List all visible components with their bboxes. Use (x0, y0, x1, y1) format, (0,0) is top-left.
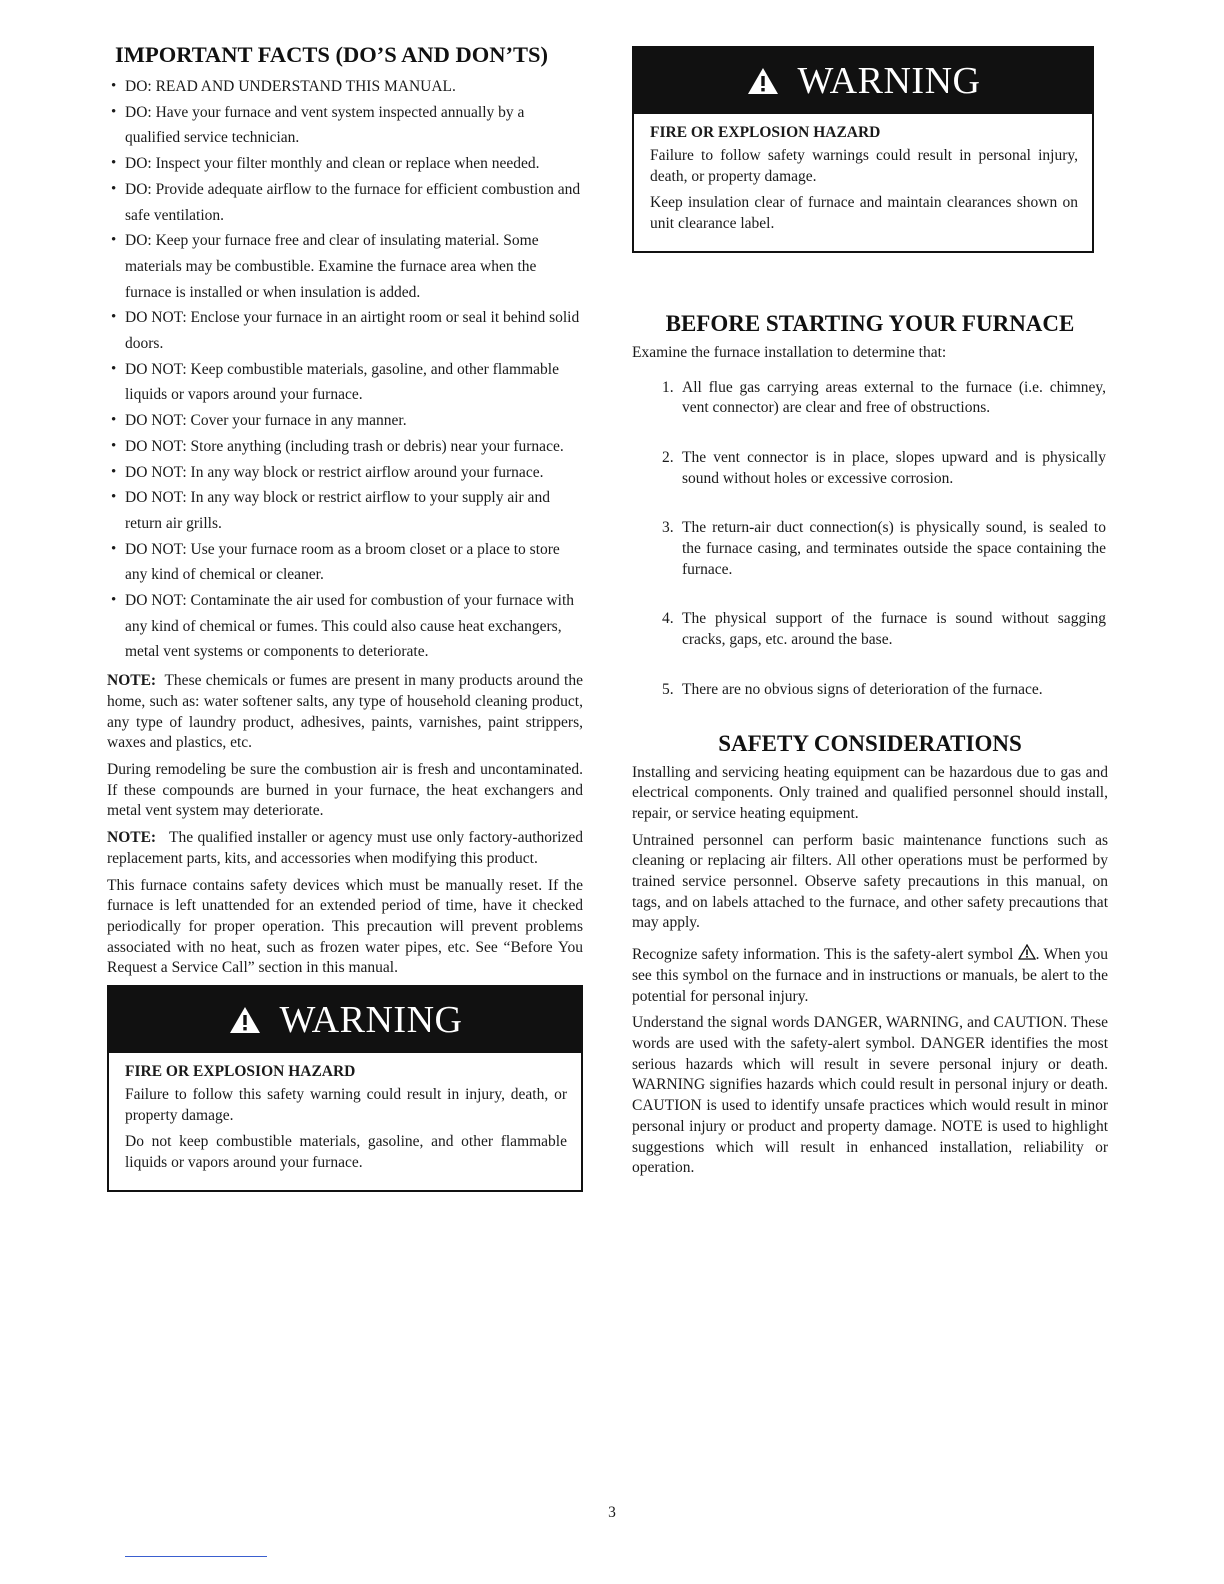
item-text: The physical support of the furnace is sound without sagging cracks, gaps, etc. around the base. (682, 610, 1106, 649)
before-starting-heading: BEFORE STARTING YOUR FURNACE (665, 310, 1075, 336)
note-chemicals (107, 671, 583, 754)
warning-body (109, 1053, 581, 1190)
warning-text: Do not keep combustible materials, gasoline, and other flammable liquids or vapors around your furnace. (125, 1133, 567, 1172)
list-item (632, 680, 1108, 701)
item-number: 4. (662, 610, 674, 628)
list-item: • DO NOT: Enclose your furnace in an airtight room or seal it behind solid doors. (107, 305, 583, 356)
before-intro: Examine the furnace installation to determine that: (632, 343, 947, 361)
list-item: • DO: Keep your furnace free and clear of insulating material. Some materials may be combustible. Examine the furnace area when the furnace is installed or when insulation is added. (107, 228, 583, 305)
list-item: • DO NOT: Use your furnace room as a broom closet or a place to store any kind of chemical or cleaner. (107, 537, 583, 588)
warning-triangle-icon (746, 66, 780, 96)
right-column (632, 46, 1108, 1179)
list-item (632, 609, 1108, 650)
list-item: • DO NOT: Store anything (including trash or debris) near your furnace. (107, 434, 583, 460)
item-text: All flue gas carrying areas external to the furnace (i.e. chimney, vent connector) are clear and free of obstructions. (682, 378, 1106, 417)
item-text: The vent connector is in place, slopes upward and is physically sound without holes or excessive corrosion. (682, 448, 1106, 487)
warning-text: Keep insulation clear of furnace and maintain clearances shown on unit clearance label. (650, 194, 1078, 233)
item-number: 3. (662, 519, 674, 537)
list-item (632, 448, 1108, 489)
safety-paragraph: Installing and servicing heating equipment can be hazardous due to gas and electrical components. Only trained and qualified personnel should install, repair, or service heating equipment. (632, 763, 1108, 822)
list-item: • DO NOT: Contaminate the air used for combustion of your furnace with any kind of chemical or fumes. This could also cause heat exchangers, metal vent systems or components to deteriorate. (107, 588, 583, 665)
warning-header (634, 48, 1092, 114)
item-text: There are no obvious signs of deterioration of the furnace. (682, 680, 1043, 698)
safety-alert-paragraph (632, 944, 1108, 1007)
list-item (632, 378, 1108, 419)
warning-triangle-icon (228, 1005, 262, 1035)
warning-text: Failure to follow safety warnings could result in personal injury, death, or property damage. (650, 147, 1078, 185)
item-number: 1. (662, 378, 674, 396)
warning-box (632, 46, 1094, 253)
checklist (632, 378, 1108, 701)
safety-paragraph: Untrained personnel can perform basic maintenance functions such as cleaning or replacing air filters. All other operations must be performed by trained service personnel. Observe safety precautions in this manual, on tags, and on labels attached to the furnace, and other safety precautions that may apply. (632, 831, 1108, 932)
note-text: These chemicals or fumes are present in many products around the home, such as: water softener salts, any type of household cleaning product, any type of laundry product, adhesives, paints, varnishes, paint strippers, waxes and plastics, etc. (107, 672, 583, 752)
list-item: • DO NOT: In any way block or restrict airflow to your supply air and return air grills. (107, 485, 583, 536)
page-number: 3 (608, 1504, 616, 1521)
list-item: • DO: READ AND UNDERSTAND THIS MANUAL. (107, 74, 583, 100)
item-number: 2. (662, 448, 674, 466)
warning-title: WARNING (279, 999, 463, 1042)
hazard-title: FIRE OR EXPLOSION HAZARD (650, 124, 881, 141)
note-label: NOTE: (107, 672, 157, 690)
list-item: • DO: Inspect your filter monthly and clean or replace when needed. (107, 151, 583, 177)
item-number: 5. (662, 680, 674, 698)
item-text: The return-air duct connection(s) is physically sound, is sealed to the furnace casing, and terminates outside the space containing the furnace. (682, 519, 1106, 578)
note-text: The qualified installer or agency must use only factory-authorized replacement parts, kits, and accessories when modifying this product. (107, 829, 583, 867)
warning-title: WARNING (797, 60, 981, 102)
note-parts (107, 828, 583, 869)
note-label: NOTE: (107, 829, 157, 847)
list-item: • DO NOT: Keep combustible materials, gasoline, and other flammable liquids or vapors around your furnace. (107, 357, 583, 408)
safety-paragraph: Understand the signal words DANGER, WARNING, and CAUTION. These words are used with the safety-alert symbol. DANGER identifies the most serious hazards which will result in severe personal injury or death. WARNING signifies hazards which could result in personal injury or death. CAUTION is used to identify unsafe practices which would result in minor personal injury or product and property damage. NOTE is used to highlight suggestions which will result in enhanced installation, reliability or operation. (632, 1014, 1108, 1177)
warning-body (634, 114, 1092, 251)
hazard-title: FIRE OR EXPLOSION HAZARD (125, 1063, 356, 1081)
safety-text: Recognize safety information. This is the safety-alert symbol (632, 946, 1014, 964)
remodeling-paragraph: During remodeling be sure the combustion air is fresh and uncontaminated. If these compounds are burned in your furnace, the heat exchangers and metal vent system may deteriorate. (107, 760, 583, 820)
list-item: • DO: Have your furnace and vent system inspected annually by a qualified service technician. (107, 100, 583, 151)
facts-list (107, 74, 583, 665)
warning-box (107, 985, 583, 1192)
safety-considerations-heading: SAFETY CONSIDERATIONS (718, 730, 1022, 756)
left-column (107, 42, 583, 1192)
footer-rule (125, 1556, 267, 1557)
important-facts-heading: IMPORTANT FACTS (DO’S AND DON’TS) (115, 42, 548, 67)
list-item: • DO NOT: Cover your furnace in any manner. (107, 408, 583, 434)
safety-alert-icon (1018, 944, 1036, 960)
list-item (632, 518, 1108, 580)
list-item: • DO NOT: In any way block or restrict airflow around your furnace. (107, 460, 583, 486)
reset-paragraph: This furnace contains safety devices which must be manually reset. If the furnace is left unattended for an extended period of time, have it checked periodically for proper operation. This precaution will prevent problems associated with no heat, such as frozen water pipes, etc. See “Before You Request a Service Call” section in this manual. (107, 876, 583, 977)
safety-text: . When you see this symbol on the furnace and in instructions or manuals, be alert to the potential for personal injury. (632, 946, 1108, 1005)
warning-header (109, 987, 581, 1053)
list-item: • DO: Provide adequate airflow to the furnace for efficient combustion and safe ventilation. (107, 177, 583, 228)
warning-text: Failure to follow this safety warning could result in injury, death, or property damage. (125, 1086, 567, 1124)
